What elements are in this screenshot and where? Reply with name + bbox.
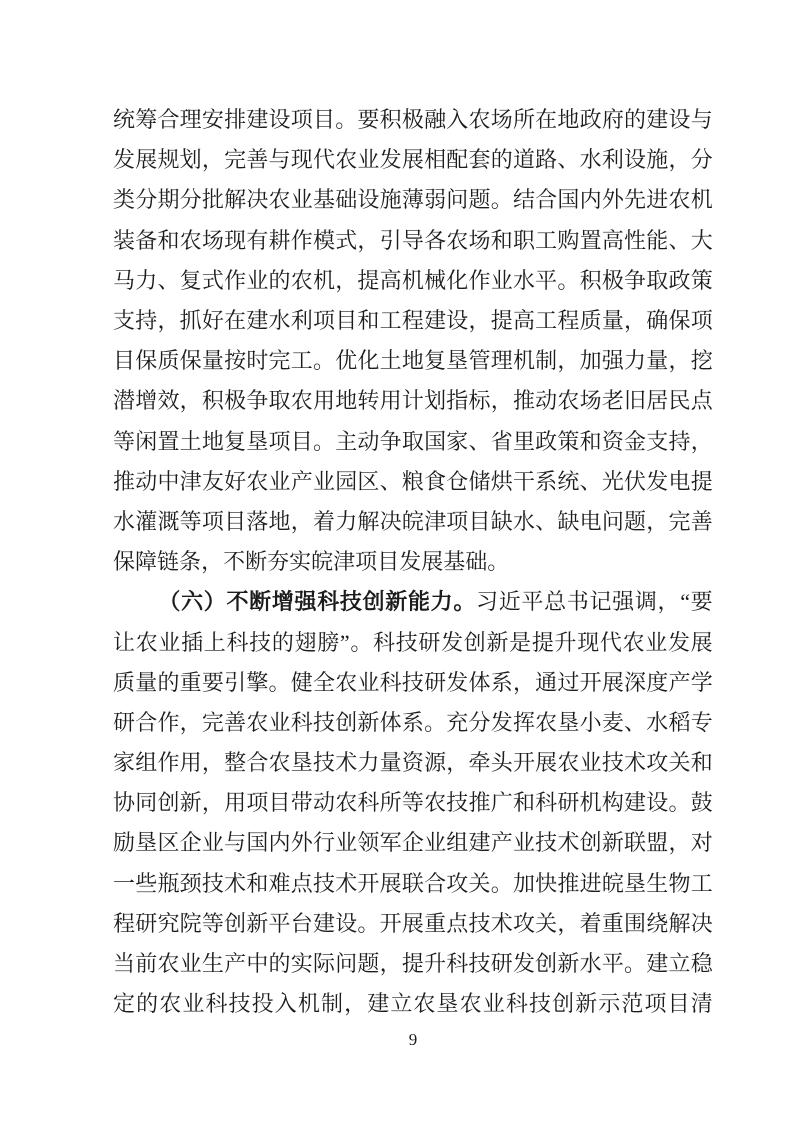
- text-line: 家 组 作 用 ， 整 合 农 垦 技 术 力 量 资 源 ， 牵 头 开 展 农 业 技 术 攻 关 和: [113, 750, 713, 776]
- paragraph-sci-tech-innovation: [113, 582, 713, 1024]
- paragraph-project-and-infrastructure: [113, 100, 713, 582]
- text-line: 一 些 瓶 颈 技 术 和 难 点 技 术 开 展 联 合 攻 关 。 加 快 推 进 皖 垦 生 物 工: [113, 870, 713, 896]
- text-line: 程 研 究 院 等 创 新 平 台 建 设 。 开 展 重 点 技 术 攻 关 ， 着 重 围 绕 解 决: [113, 910, 713, 936]
- text-line: 励 垦 区 企 业 与 国 内 外 行 业 领 军 企 业 组 建 产 业 技 术 创 新 联 盟 ， 对: [113, 830, 713, 856]
- text-line: 类 分 期 分 批 解 决 农 业 基 础 设 施 薄 弱 问 题 。 结 合 国 内 外 先 进 农 机: [113, 187, 713, 213]
- text-line: 装 备 和 农 场 现 有 耕 作 模 式 ， 引 导 各 农 场 和 职 工 购 置 高 性 能 、 大: [113, 227, 713, 253]
- text-block: [113, 100, 713, 1024]
- text-line: 推 动 中 津 友 好 农 业 产 业 园 区 、 粮 食 仓 储 烘 干 系 统 、 光 伏 发 电 提: [113, 468, 713, 494]
- text-line: 定 的 农 业 科 技 投 入 机 制 ， 建 立 农 垦 农 业 科 技 创 新 示 范 项 目 清: [113, 991, 713, 1017]
- text-line: 当 前 农 业 生 产 中 的 实 际 问 题 ， 提 升 科 技 研 发 创 新 水 平 。 建 立 稳: [113, 951, 713, 977]
- text-line: 马 力 、 复 式 作 业 的 农 机 ， 提 高 机 械 化 作 业 水 平 。 积 极 争 取 政 策: [113, 267, 713, 293]
- text-line: 水 灌 溉 等 项 目 落 地 ， 着 力 解 决 皖 津 项 目 缺 水 、 缺 电 问 题 ， 完 善: [113, 508, 713, 534]
- text-line: 目 保 质 保 量 按 时 完 工 。 优 化 土 地 复 垦 管 理 机 制 ， 加 强 力 量 ， 挖: [113, 348, 713, 374]
- text-line: （ 六 ） 不 断 增 强 科 技 创 新 能 力 。 习 近 平 总 书 记 强 调 ， “ 要: [158, 589, 713, 615]
- text-line: 研 合 作 ， 完 善 农 业 科 技 创 新 体 系 。 充 分 发 挥 农 垦 小 麦 、 水 稻 专: [113, 709, 713, 735]
- text-line: 统 筹 合 理 安 排 建 设 项 目 。 要 积 极 融 入 农 场 所 在 地 政 府 的 建 设 与: [113, 107, 713, 133]
- text-line: 等 闲 置 土 地 复 垦 项 目 。 主 动 争 取 国 家 、 省 里 政 策 和 资 金 支 持 ，: [113, 428, 713, 454]
- page-number: 9: [408, 1030, 418, 1049]
- text-line: 潜 增 效 ， 积 极 争 取 农 用 地 转 用 计 划 指 标 ， 推 动 农 场 老 旧 居 民 点: [113, 388, 713, 414]
- text-line: 发 展 规 划 ， 完 善 与 现 代 农 业 发 展 相 配 套 的 道 路 、 水 利 设 施 ， 分: [113, 147, 713, 173]
- text-line: 支 持 ， 抓 好 在 建 水 利 项 目 和 工 程 建 设 ， 提 高 工 程 质 量 ， 确 保 项: [113, 308, 713, 334]
- text-line: 让 农 业 插 上 科 技 的 翅 膀 ” 。 科 技 研 发 创 新 是 提 升 现 代 农 业 发 展: [113, 629, 713, 655]
- text-line: 质 量 的 重 要 引 擎 。 健 全 农 业 科 技 研 发 体 系 ， 通 过 开 展 深 度 产 学: [113, 669, 713, 695]
- text-line: 保 障 链 条 ， 不 断 夯 实 皖 津 项 目 发 展 基 础 。: [113, 549, 510, 575]
- text-line: 协 同 创 新 ， 用 项 目 带 动 农 科 所 等 农 技 推 广 和 科 研 机 构 建 设 。 鼓: [113, 790, 713, 816]
